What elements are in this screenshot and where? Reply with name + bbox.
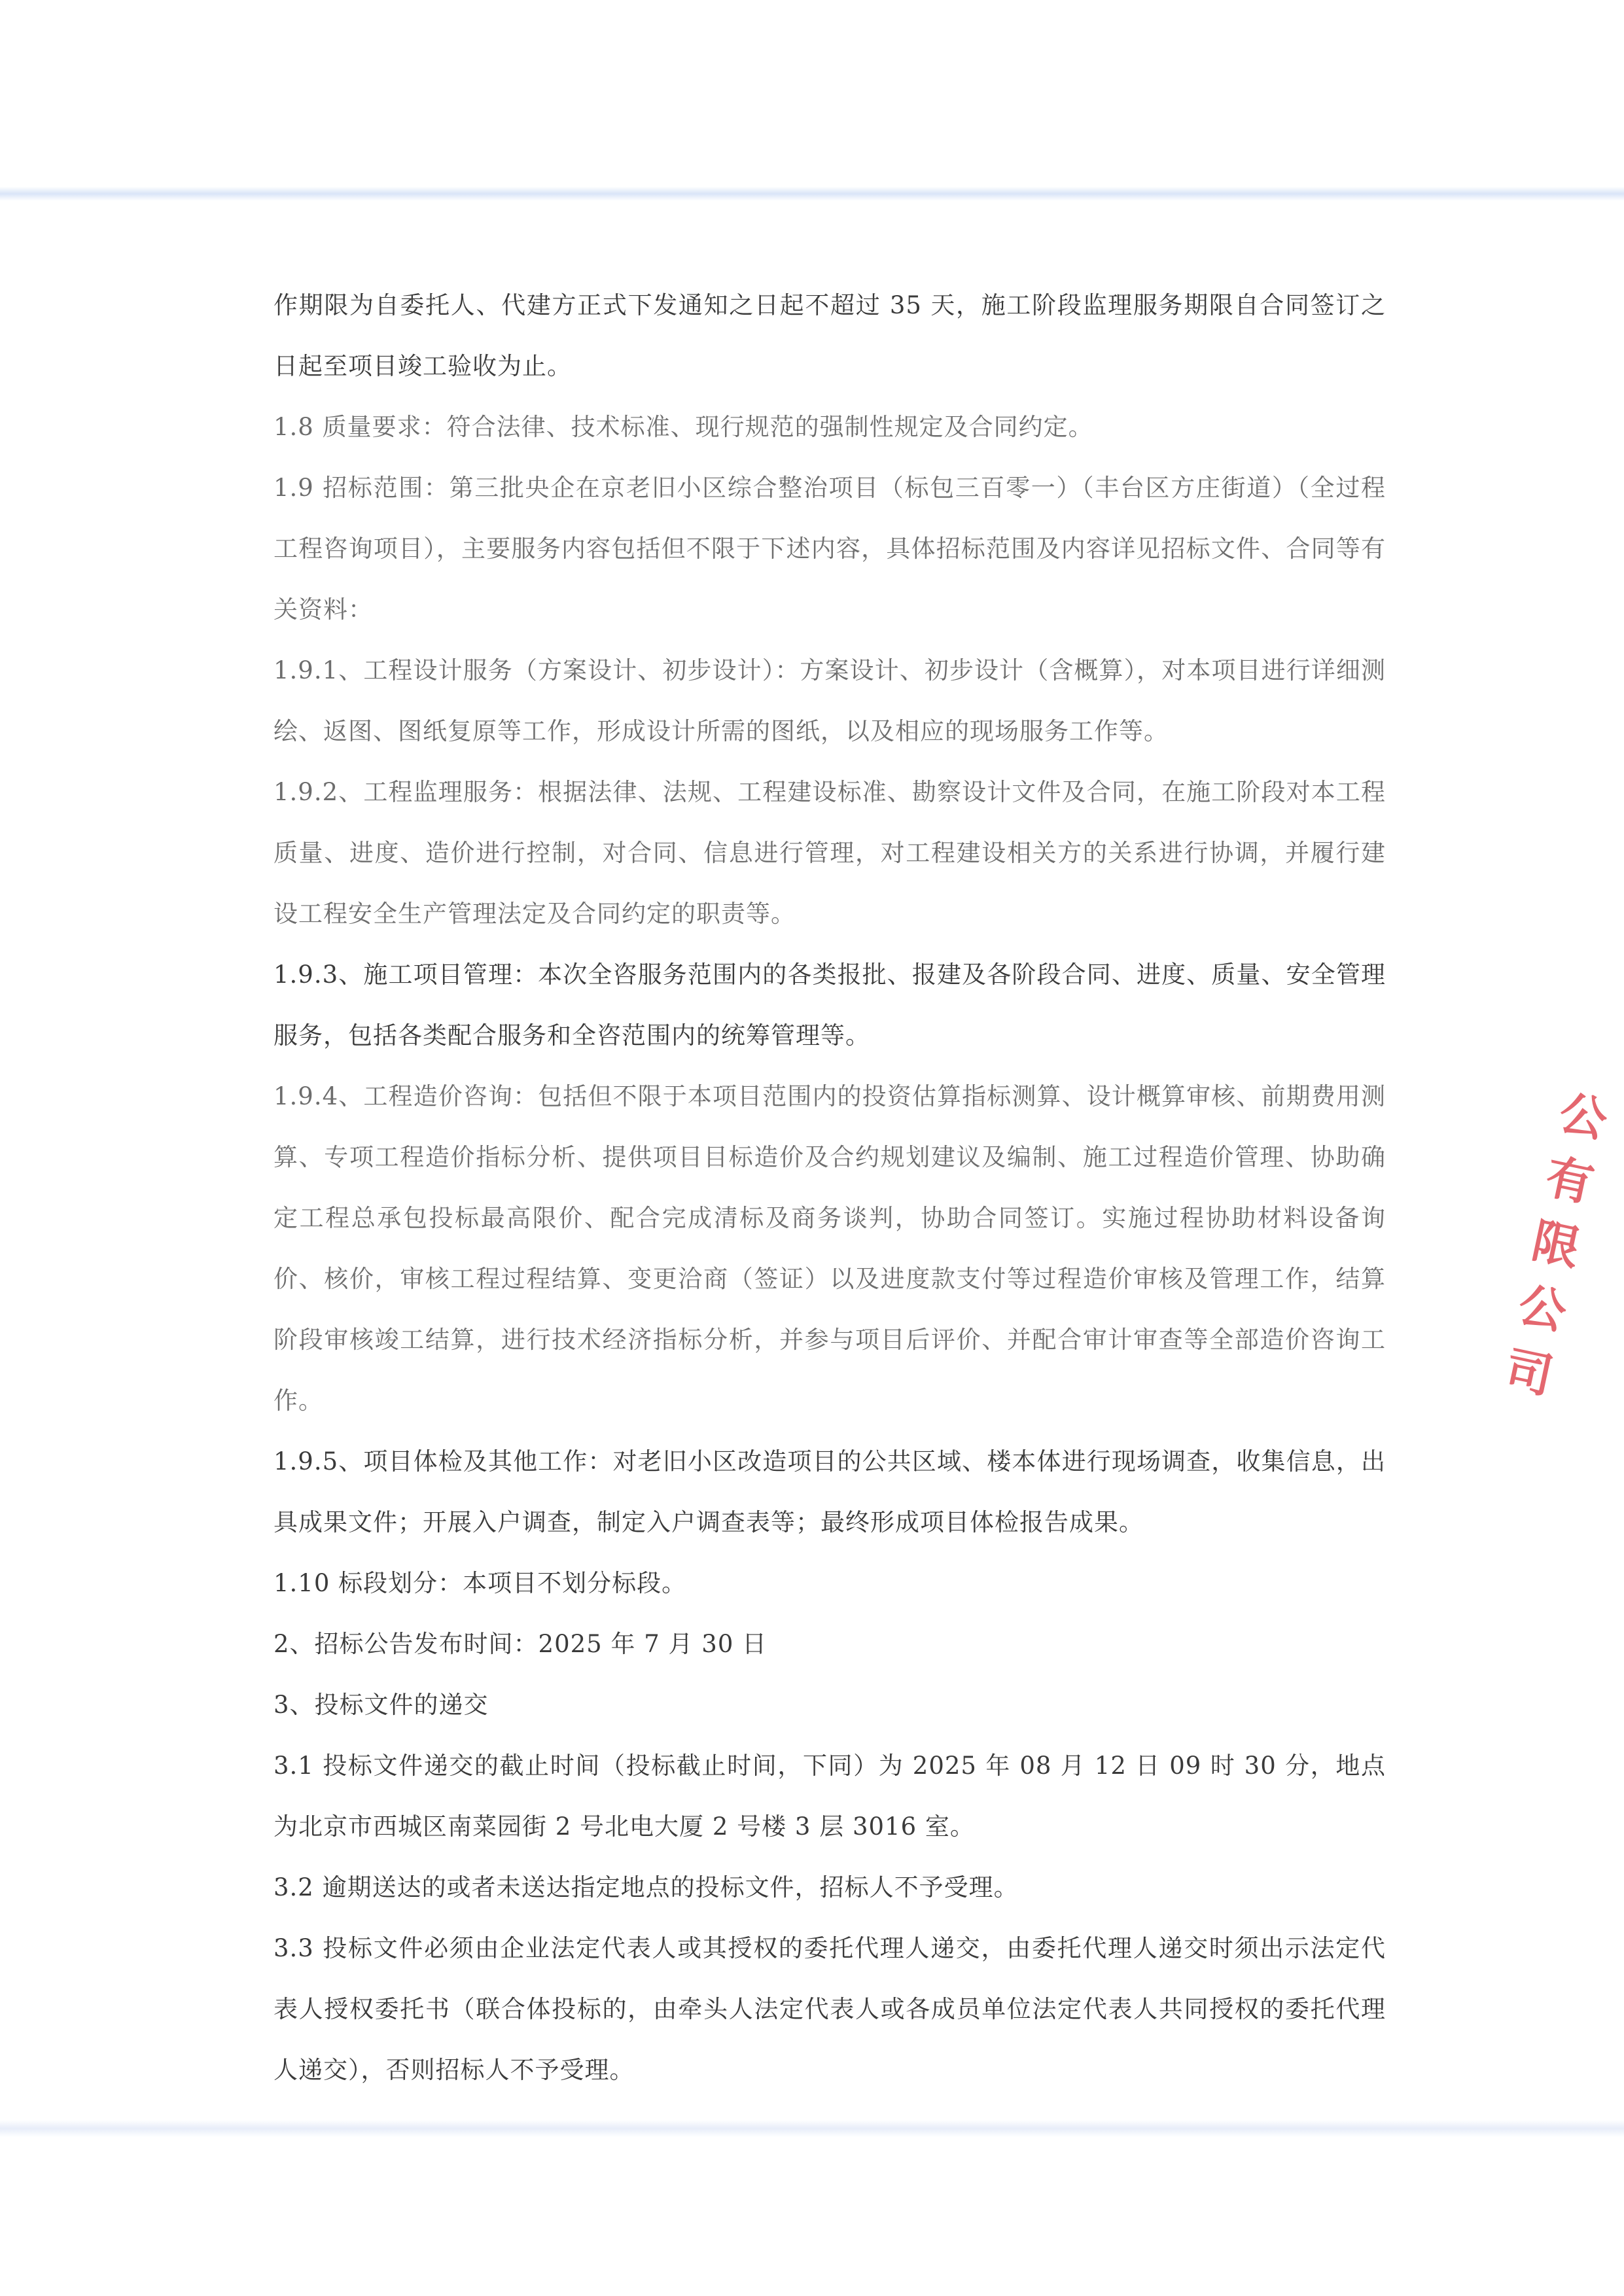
paragraph-supervision-service: 1.9.2、工程监理服务：根据法律、法规、工程建设标准、勘察设计文件及合同，在施工阶段对本工程质量、进度、造价进行控制，对合同、信息进行管理，对工程建设相关方的关系进行协调，并履行建设工程安全生产管理法定及合同约定的职责等。	[274, 778, 1386, 928]
paragraph-project-inspection: 1.9.5、项目体检及其他工作：对老旧小区改造项目的公共区域、楼本体进行现场调查，收集信息，出具成果文件；开展入户调查，制定入户调查表等；最终形成项目体检报告成果。	[274, 1447, 1386, 1536]
paragraph-late-submission: 3.2 逾期送达的或者未送达指定地点的投标文件，招标人不予受理。	[274, 1873, 1019, 1901]
paragraph-project-management: 1.9.3、施工项目管理：本次全咨服务范围内的各类报批、报建及各阶段合同、进度、质量、安全管理服务，包括各类配合服务和全咨范围内的统筹管理等。	[274, 961, 1386, 1050]
paragraph-service-period: 作期限为自委托人、代建方正式下发通知之日起不超过 35 天，施工阶段监理服务期限自合同签订之日起至项目竣工验收为止。	[274, 291, 1386, 380]
paragraph-design-service: 1.9.1、工程设计服务（方案设计、初步设计）：方案设计、初步设计（含概算），对本项目进行详细测绘、返图、图纸复原等工作，形成设计所需的图纸，以及相应的现场服务工作等。	[274, 656, 1386, 745]
seal-char: 有	[1541, 1148, 1598, 1212]
scan-band-top	[0, 186, 1624, 201]
document-body	[274, 275, 1386, 2100]
seal-char: 公	[1513, 1277, 1572, 1341]
seal-text	[1499, 1080, 1624, 1420]
scan-band-bottom	[0, 2120, 1624, 2137]
paragraph-submission-deadline: 3.1 投标文件递交的截止时间（投标截止时间，下同）为 2025 年 08 月 12 日 09 时 30 分，地点为北京市西城区南菜园街 2 号北电大厦 2 号楼 3 层 3016 室。	[274, 1752, 1386, 1841]
paragraph-bidding-scope: 1.9 招标范围：第三批央企在京老旧小区综合整治项目（标包三百零一）（丰台区方庄街道）（全过程工程咨询项目），主要服务内容包括但不限于下述内容，具体招标范围及内容详见招标文件、合同等有关资料：	[274, 474, 1386, 624]
paragraph-announcement-date: 2、招标公告发布时间：2025 年 7 月 30 日	[274, 1630, 768, 1658]
seal-char: 限	[1527, 1212, 1585, 1277]
seal-char: 公	[1554, 1084, 1612, 1148]
red-seal-stamp	[1491, 1080, 1624, 1458]
paragraph-cost-consulting: 1.9.4、工程造价咨询：包括但不限于本项目范围内的投资估算指标测算、设计概算审核、前期费用测算、专项工程造价指标分析、提供项目目标造价及合约规划建议及编制、施工过程造价管理、协助确定工程总承包投标最高限价、配合完成清标及商务谈判，协助合同签订。实施过程协助材料设备询价、核价，审核工程过程结算、变更洽商（签证）以及进度款支付等过程造价审核及管理工作，结算阶段审核竣工结算，进行技术经济指标分析，并参与项目后评价、并配合审计审查等全部造价咨询工作。	[274, 1082, 1386, 1415]
paragraph-quality-requirement: 1.8 质量要求：符合法律、技术标准、现行规范的强制性规定及合同约定。	[274, 413, 1093, 441]
paragraph-bid-submission-heading: 3、投标文件的递交	[274, 1691, 489, 1719]
paragraph-authorized-submission: 3.3 投标文件必须由企业法定代表人或其授权的委托代理人递交，由委托代理人递交时须出示法定代表人授权委托书（联合体投标的，由牵头人法定代表人或各成员单位法定代表人共同授权的委托代理人递交），否则招标人不予受理。	[274, 1934, 1386, 2084]
seal-char: 司	[1500, 1341, 1558, 1405]
paragraph-section-division: 1.10 标段划分：本项目不划分标段。	[274, 1569, 687, 1597]
